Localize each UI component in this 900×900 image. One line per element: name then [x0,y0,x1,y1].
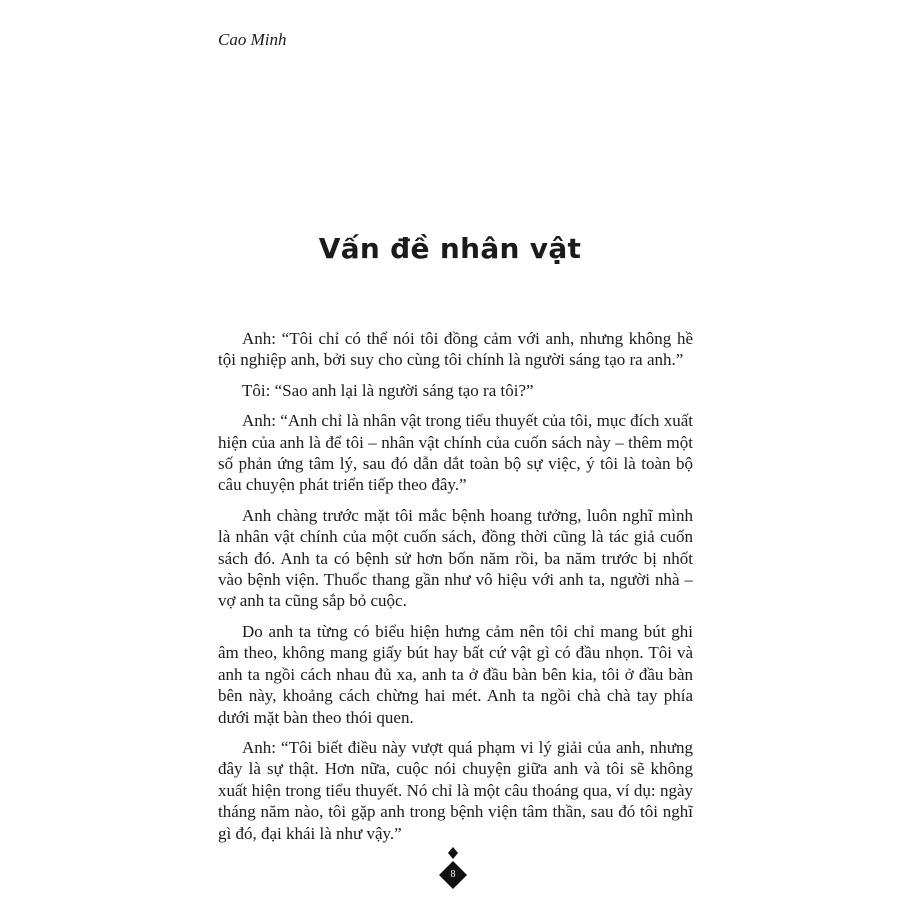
running-head: Cao Minh [218,30,287,49]
page-number-ornament [437,845,469,893]
paragraph: Anh: “Tôi biết điều này vượt quá phạm vi lý giải của anh, nhưng đây là sự thật. Hơn nữa, cuộc nói chuyện giữa anh và tôi sẽ không xuất hiện trong tiểu thuyết. Nó chỉ là một câu thoáng qua, ví dụ: ngày tháng năm nào, tôi gặp anh trong bệnh viện tâm thần, sau đó tôi nghĩ gì đó, đại khái là như vậy.” [218,737,693,843]
paragraph: Do anh ta từng có biểu hiện hưng cảm nên tôi chỉ mang bút ghi âm theo, không mang giấy bút hay bất cứ vật gì có đầu nhọn. Tôi và anh ta ngồi cách nhau đủ xa, anh ta ở đầu bàn bên kia, tôi ở đầu bàn bên này, khoảng cách chừng hai mét. Anh ta ngồi chà chà tay phía dưới mặt bàn theo thói quen. [218,621,693,727]
paragraph: Anh: “Tôi chỉ có thể nói tôi đồng cảm với anh, nhưng không hề tội nghiệp anh, bởi suy cho cùng tôi chính là người sáng tạo ra anh.” [218,329,693,370]
page-number: 8 [450,869,456,880]
body-text [218,328,693,853]
paragraph: Anh: “Anh chỉ là nhân vật trong tiểu thuyết của tôi, mục đích xuất hiện của anh là để tôi – nhân vật chính của cuốn sách này – thêm một số phản ứng tâm lý, sau đó dẫn dắt toàn bộ sự việc, ý tôi là toàn bộ câu chuyện phát triển tiếp theo đây.” [218,411,693,495]
chapter-title: Vấn đề nhân vật [318,232,582,265]
paragraph: Anh chàng trước mặt tôi mắc bệnh hoang tưởng, luôn nghĩ mình là nhân vật chính của một cuốn sách, đồng thời cũng là tác giả cuốn sách đó. Anh ta có bệnh sử hơn bốn năm rồi, ba năm trước bị nhốt vào bệnh viện. Thuốc thang gần như vô hiệu với anh ta, người nhà – vợ anh ta cũng sắp bỏ cuộc. [218,505,693,611]
paragraph: Tôi: “Sao anh lại là người sáng tạo ra tôi?” [242,380,534,400]
